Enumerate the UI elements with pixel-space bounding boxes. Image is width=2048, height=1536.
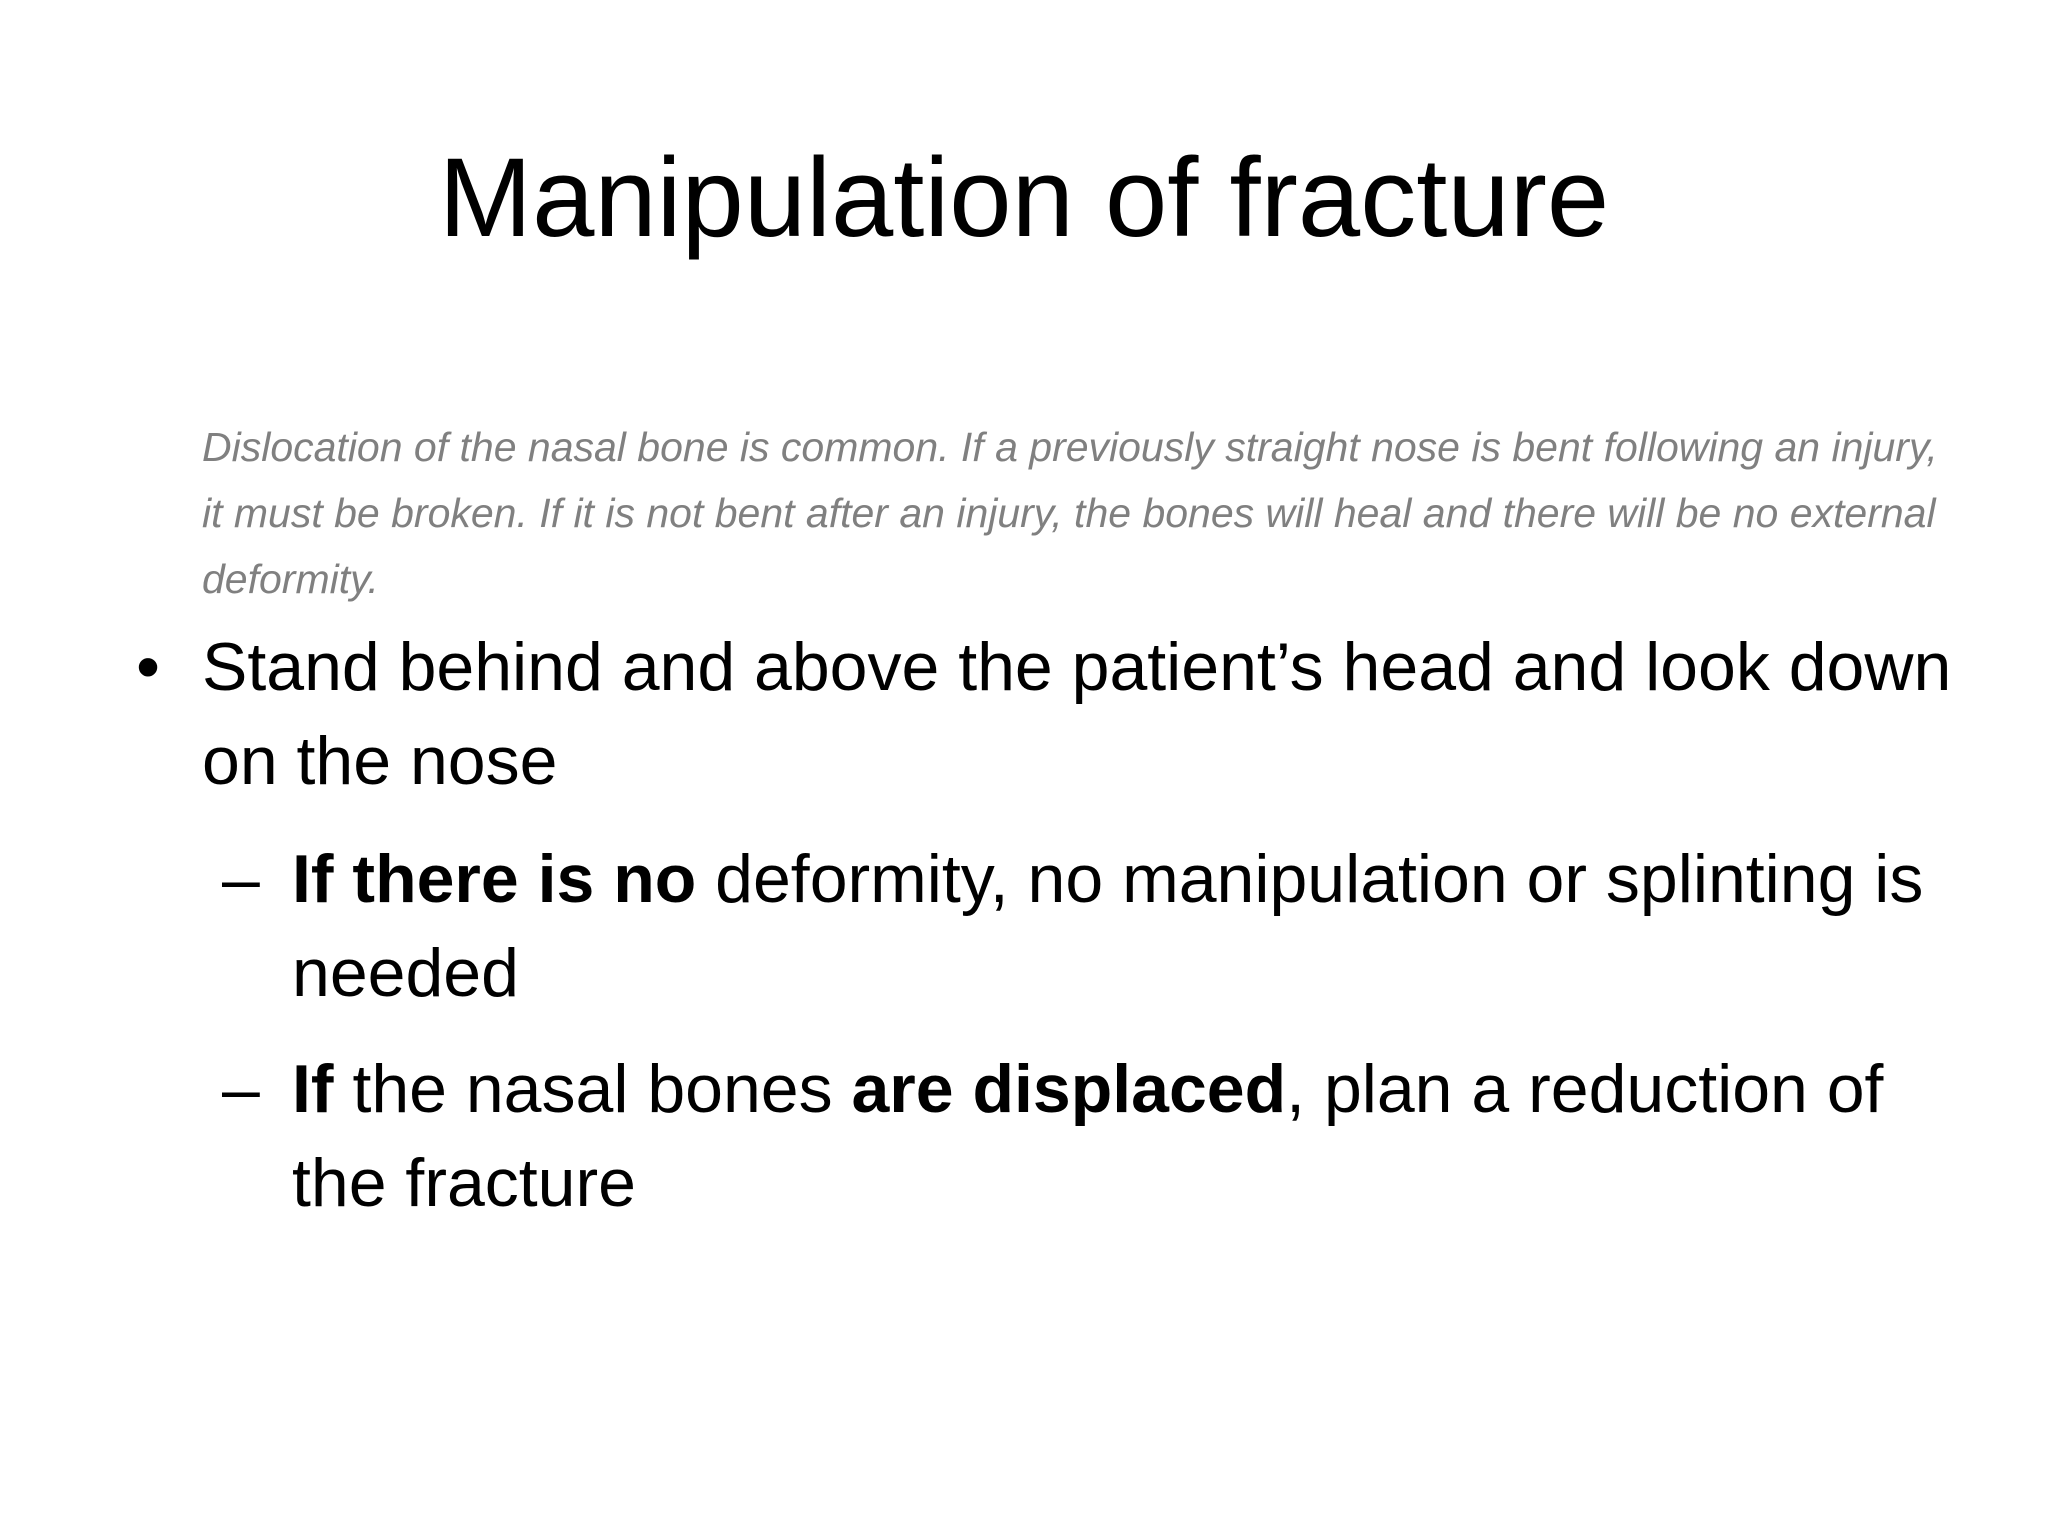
italic-note: Dislocation of the nasal bone is common. If a previously straight nose is bent following an injury, it must be broken. If it is not bent after an injury, the bones will heal and there will be no external deformity. [202, 424, 1938, 602]
sub-bullet-marker: – [222, 841, 260, 917]
body-text: deformity, no manipulation or splinting is needed [292, 841, 1924, 1011]
sub-bullet-text [292, 832, 1992, 1020]
sub-bullet-text [292, 1042, 1992, 1230]
emphasis-text: If [292, 1051, 334, 1127]
bullet-marker: • [136, 629, 160, 705]
emphasis-text: are displaced [851, 1051, 1287, 1127]
bullet-text: Stand behind and above the patient’s head and look down on the nose [202, 629, 1952, 799]
slide-title: Manipulation of fracture [438, 135, 1610, 260]
sub-bullet-marker: – [222, 1051, 260, 1127]
body-text: , plan a reduction of the fracture [292, 1051, 1884, 1221]
body-text: the nasal bones [333, 1051, 852, 1127]
emphasis-text: If there is no [292, 841, 697, 917]
